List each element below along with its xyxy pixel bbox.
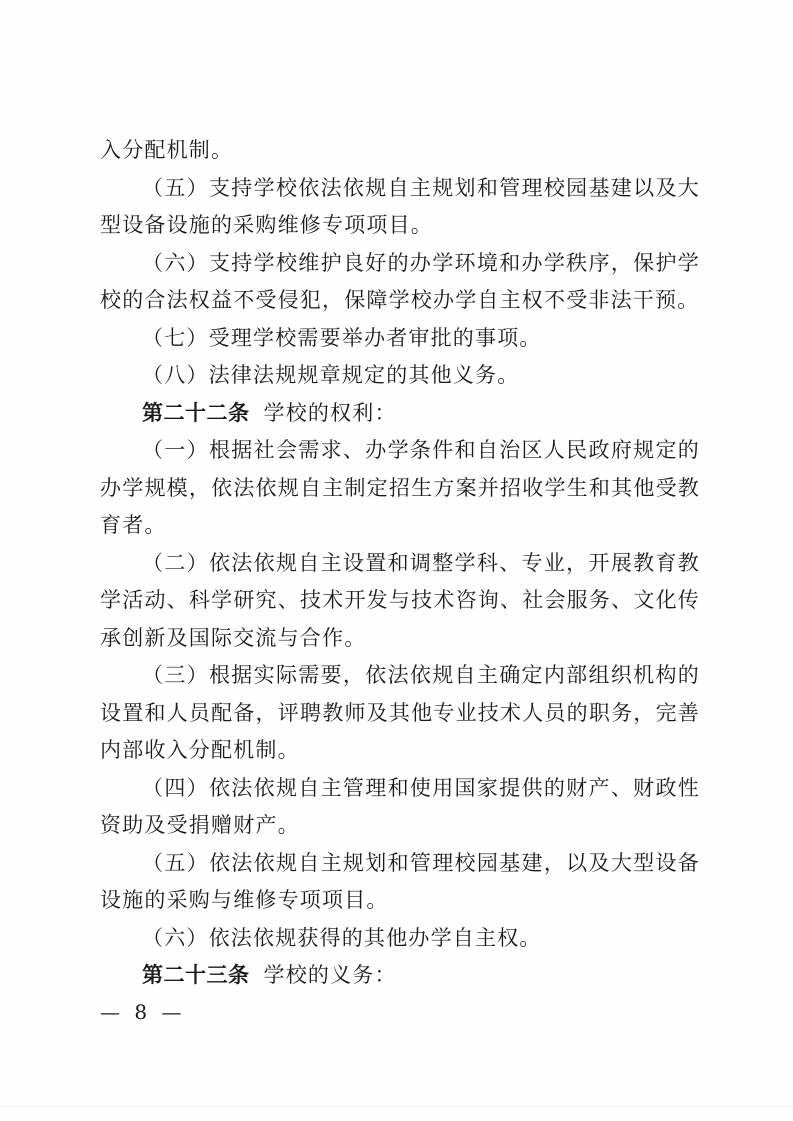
paragraph-4: （八）法律法规规章规定的其他义务。 xyxy=(142,363,520,387)
article-title-23: 第二十三条 xyxy=(142,963,250,987)
paragraph-9: （四）依法依规自主管理和使用国家提供的财产、财政性资助及受捐赠财产。 xyxy=(100,775,700,837)
paragraph-11: （六）依法依规获得的其他办学自主权。 xyxy=(142,925,542,950)
paragraph-0: 入分配机制。 xyxy=(100,138,234,162)
paragraph-8: （三）根据实际需要，依法依规自主确定内部组织机构的设置和人员配备，评聘教师及其他专业技术人员的职务，完善内部收入分配机制。 xyxy=(100,663,700,762)
paragraph-1: （五）支持学校依法依规自主规划和管理校园基建以及大型设备设施的采购维修专项项目。 xyxy=(100,175,700,237)
paragraph-3: （七）受理学校需要举办者审批的事项。 xyxy=(142,325,542,350)
bottom-divider xyxy=(0,1106,793,1107)
article-title-22: 第二十二条 xyxy=(142,400,250,425)
paragraph-6: （一）根据社会需求、办学条件和自治区人民政府规定的办学规模，依法依规自主制定招生方案并招收学生和其他受教育者。 xyxy=(100,438,700,537)
article-heading-22 xyxy=(100,395,700,433)
page-number: — 8 — xyxy=(100,1000,186,1024)
paragraph-2: （六）支持学校维护良好的办学环境和办学秩序，保护学校的合法权益不受侵犯，保障学校办学自主权不受非法干预。 xyxy=(100,250,700,312)
article-heading-23 xyxy=(100,957,700,995)
article-desc-22: 学校的权利： xyxy=(263,400,397,425)
article-desc-23: 学校的义务： xyxy=(263,963,397,987)
document-body xyxy=(100,132,700,995)
paragraph-7: （二）依法依规自主设置和调整学科、专业，开展教育教学活动、科学研究、技术开发与技术咨询、社会服务、文化传承创新及国际交流与合作。 xyxy=(100,550,700,650)
paragraph-10: （五）依法依规自主规划和管理校园基建，以及大型设备设施的采购与维修专项项目。 xyxy=(100,850,700,912)
